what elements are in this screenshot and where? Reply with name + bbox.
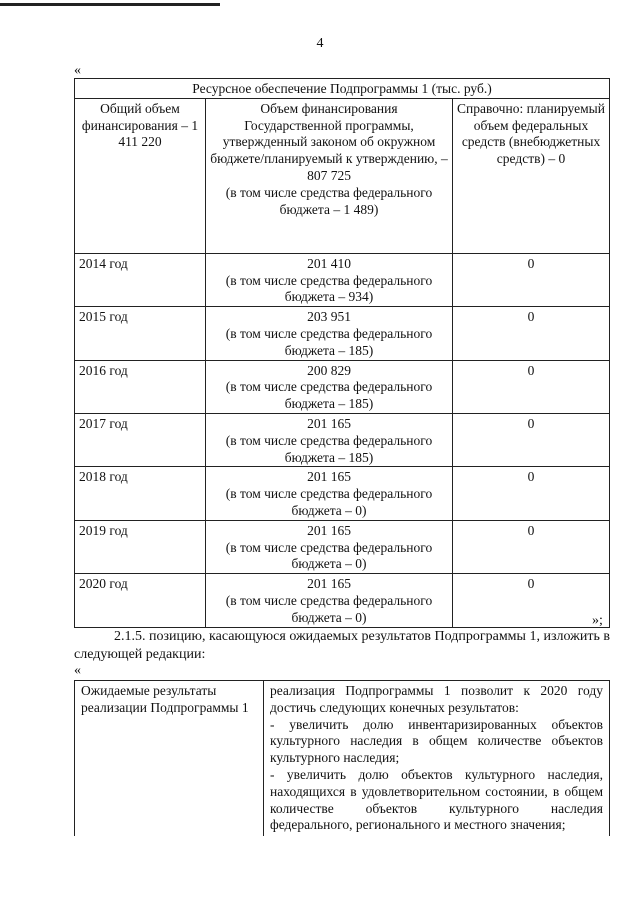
year-reference: 0 <box>453 307 610 360</box>
closing-quote: »; <box>592 613 603 628</box>
year-federal: (в том числе средства федерального бюджета – 185) <box>225 432 433 465</box>
year-label: 2014 год <box>75 253 206 306</box>
year-financing <box>206 574 453 627</box>
year-label: 2017 год <box>75 413 206 466</box>
header-total-financing: Общий объем финансирования – 1 411 220 <box>75 98 206 253</box>
year-federal: (в том числе средства федерального бюджета – 185) <box>225 325 433 358</box>
paragraph-text: 2.1.5. позицию, касающуюся ожидаемых результатов Подпрограммы 1, изложить в следующей редакции: <box>74 629 610 662</box>
year-federal: (в том числе средства федерального бюджета – 934) <box>225 272 433 305</box>
year-label: 2015 год <box>75 307 206 360</box>
year-row <box>75 307 610 360</box>
results-description <box>264 681 610 837</box>
page-number: 4 <box>316 36 324 51</box>
results-item-1: - увеличить долю инвентаризированных объектов культурного наследия в общем количестве объектов культурного наследия; <box>270 716 603 766</box>
year-reference: 0 <box>453 360 610 413</box>
year-amount: 201 165 <box>307 576 351 592</box>
year-federal: (в том числе средства федерального бюджета – 0) <box>225 486 433 518</box>
year-label: 2019 год <box>75 520 206 573</box>
year-row <box>75 574 610 627</box>
year-federal: (в том числе средства федерального бюджета – 0) <box>225 539 433 572</box>
year-federal: (в том числе средства федерального бюджета – 185) <box>225 379 433 412</box>
resource-table-caption: Ресурсное обеспечение Подпрограммы 1 (тыс. руб.) <box>75 79 610 99</box>
year-reference: 0 <box>453 574 610 627</box>
opening-quote-2: « <box>74 663 81 678</box>
year-reference: 0 <box>453 413 610 466</box>
year-amount: 201 165 <box>307 522 351 538</box>
header-program-financing-federal: (в том числе средства федерального бюджета – 1 489) <box>225 184 433 217</box>
year-reference: 0 <box>453 253 610 306</box>
year-row <box>75 360 610 413</box>
results-item-2: - увеличить долю объектов культурного наследия, находящихся в удовлетворительном состоянии, в общем количестве объектов культурного наследия федерального, регионального и местного значения; <box>270 766 603 833</box>
year-financing <box>206 307 453 360</box>
year-financing <box>206 360 453 413</box>
year-financing <box>206 413 453 466</box>
year-label: 2020 год <box>75 574 206 627</box>
year-reference: 0 <box>453 520 610 573</box>
top-rule <box>0 3 220 6</box>
year-reference: 0 <box>453 467 610 520</box>
year-row <box>75 413 610 466</box>
year-amount: 201 165 <box>307 469 351 485</box>
opening-quote: « <box>74 63 81 78</box>
year-label: 2016 год <box>75 360 206 413</box>
year-federal: (в том числе средства федерального бюджета – 0) <box>225 592 433 625</box>
paragraph-2-1-5 <box>74 628 610 664</box>
year-amount: 203 951 <box>307 309 351 325</box>
year-financing <box>206 467 453 520</box>
results-table <box>74 680 610 836</box>
header-program-financing-text: Объем финансирования Государственной программы, утвержденный законом об окружном бюджете/планируемый к утверждению, – <box>210 100 448 167</box>
year-row <box>75 253 610 306</box>
year-amount: 201 165 <box>307 415 351 431</box>
year-financing <box>206 253 453 306</box>
year-label: 2018 год <box>75 467 206 520</box>
results-label: Ожидаемые результаты реализации Подпрограммы 1 <box>75 681 264 837</box>
year-amount: 200 829 <box>307 362 351 378</box>
results-intro: реализация Подпрограммы 1 позволит к 2020 году достичь следующих конечных результатов: <box>270 683 603 715</box>
year-row <box>75 520 610 573</box>
resource-table-header <box>75 98 610 253</box>
header-program-financing-amount: 807 725 <box>307 167 351 183</box>
header-reference: Справочно: планируемый объем федеральных средств (внебюджетных средств) – 0 <box>453 98 610 253</box>
year-financing <box>206 520 453 573</box>
resource-table <box>74 78 610 628</box>
header-program-financing <box>206 98 453 253</box>
year-row <box>75 467 610 520</box>
year-amount: 201 410 <box>307 255 351 271</box>
